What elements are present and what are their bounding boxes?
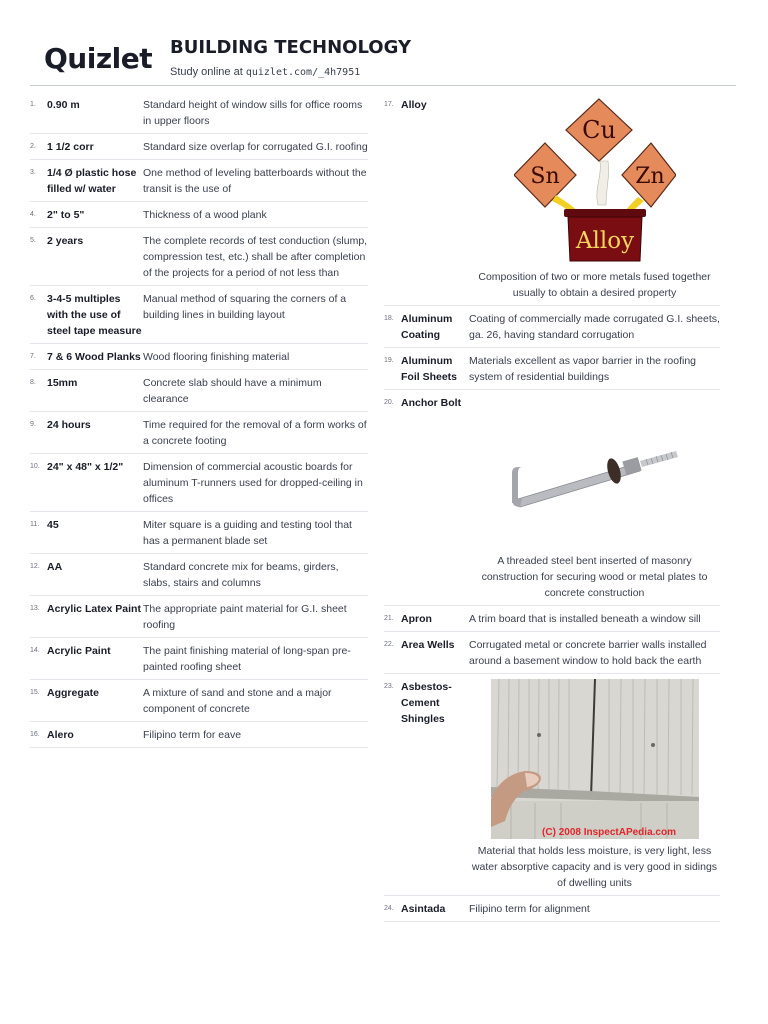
- card-definition: Coating of commercially made corrugated G.I. sheets, ga. 26, having standard corrugation: [469, 313, 720, 341]
- card-number: 19.: [384, 357, 394, 364]
- card-number: 18.: [384, 315, 394, 322]
- card-term: 24" x 48" x 1/2": [47, 461, 124, 473]
- nail-head: [537, 733, 541, 737]
- alloy-label: Alloy: [575, 228, 634, 254]
- flashcard-row: [384, 348, 720, 390]
- card-definition: One method of leveling batterboards without the transit is the use of: [143, 167, 367, 195]
- card-term: 45: [47, 519, 59, 531]
- card-term: 24 hours: [47, 419, 91, 431]
- card-term: 0.90 m: [47, 99, 80, 111]
- card-definition: Miter square is a guiding and testing tool that has a permanent blade set: [143, 519, 352, 547]
- card-term: 2" to 5": [47, 209, 85, 221]
- card-number: 24.: [384, 905, 394, 912]
- study-online-label: Study online at: [170, 66, 243, 78]
- card-term: Acrylic Paint: [47, 645, 111, 657]
- flashcard-row: [30, 344, 368, 370]
- card-term: Acrylic Latex Paint: [47, 603, 141, 615]
- page-title: BUILDING TECHNOLOGY: [170, 37, 412, 58]
- quizlet-logo[interactable]: Quizlet: [44, 42, 153, 75]
- header-divider: [30, 85, 736, 86]
- card-term: Aggregate: [47, 687, 99, 699]
- card-term: AA: [47, 561, 63, 573]
- page-header: [0, 0, 768, 86]
- flashcard-row: [384, 674, 720, 896]
- flashcard-row: [30, 722, 368, 748]
- card-definition: Time required for the removal of a form works of a concrete footing: [143, 419, 367, 447]
- flashcard-row: [30, 134, 368, 160]
- flashcard-row: [30, 228, 368, 286]
- flashcard-row: [30, 412, 368, 454]
- card-definition: A mixture of sand and stone and a major component of concrete: [143, 687, 332, 715]
- card-definition: [469, 395, 720, 601]
- card-definition-text: Composition of two or more metals fused together usually to obtain a desired property: [478, 271, 711, 299]
- anchor-bolt-image: [490, 395, 700, 553]
- card-definition: Standard size overlap for corrugated G.I. roofing: [143, 141, 368, 153]
- tin-label: Sn: [529, 164, 560, 189]
- card-definition: Filipino term for eave: [143, 729, 242, 741]
- study-url-link[interactable]: quizlet.com/_4h7951: [245, 67, 361, 78]
- flashcard-row: [30, 596, 368, 638]
- card-term: 3-4-5 multiples with the use of steel tape measure: [47, 293, 142, 337]
- card-definition: Manual method of squaring the corners of a building lines in building layout: [143, 293, 347, 321]
- card-definition: The paint finishing material of long-span pre-painted roofing sheet: [143, 645, 351, 673]
- card-term: Alloy: [401, 99, 427, 111]
- card-number: 13.: [30, 605, 40, 612]
- card-definition: [469, 679, 720, 891]
- card-term: Asbestos-Cement Shingles: [401, 681, 452, 725]
- flashcard-row: [384, 306, 720, 348]
- flashcard-row: [30, 370, 368, 412]
- card-number: 12.: [30, 563, 40, 570]
- card-definition: Concrete slab should have a minimum clearance: [143, 377, 322, 405]
- zinc-diamond: [622, 143, 676, 207]
- card-definition: Wood flooring finishing material: [143, 351, 290, 363]
- flashcard-row: [384, 606, 720, 632]
- card-definition: [469, 97, 720, 301]
- card-term: Area Wells: [401, 639, 455, 651]
- card-definition: Standard height of window sills for office rooms in upper floors: [143, 99, 363, 127]
- card-number: 16.: [30, 731, 40, 738]
- card-number: 9.: [30, 421, 36, 428]
- flashcard-row: [30, 454, 368, 512]
- card-number: 10.: [30, 463, 40, 470]
- card-definition: The complete records of test conduction (slump, compression test, etc.) shall be after completion of the projects for a period of not less than: [143, 235, 368, 279]
- card-term: 1/4 Ø plastic hose filled w/ water: [47, 167, 137, 195]
- flashcard-row: [30, 92, 368, 134]
- card-number: 8.: [30, 379, 36, 386]
- card-number: 11.: [30, 521, 40, 528]
- card-definition: Dimension of commercial acoustic boards for aluminum T-runners used for dropped-ceiling in offices: [143, 461, 363, 505]
- card-number: 15.: [30, 689, 40, 696]
- card-number: 23.: [384, 683, 394, 690]
- zinc-label: Zn: [634, 164, 665, 189]
- card-number: 14.: [30, 647, 40, 654]
- card-term: 1 1/2 corr: [47, 141, 94, 153]
- card-number: 22.: [384, 641, 394, 648]
- flashcard-row: [30, 680, 368, 722]
- copper-flow: [596, 161, 608, 205]
- card-term: Apron: [401, 613, 432, 625]
- copper-diamond: [566, 99, 632, 161]
- alloy-pot: [564, 209, 646, 261]
- card-definition: Standard concrete mix for beams, girders, slabs, stairs and columns: [143, 561, 339, 589]
- card-definition: The appropriate paint material for G.I. sheet roofing: [143, 603, 347, 631]
- card-definition-text: Material that holds less moisture, is very light, less water absorptive capacity and is very good in sidings of dwelling units: [471, 845, 718, 889]
- card-definition: Filipino term for alignment: [469, 903, 590, 915]
- card-number: 2.: [30, 143, 36, 150]
- card-definition: Materials excellent as vapor barrier in the roofing system of residential buildings: [469, 355, 697, 383]
- card-number: 20.: [384, 399, 394, 406]
- copper-label: Cu: [581, 116, 616, 144]
- card-term: Asintada: [401, 903, 446, 915]
- study-online-line: [170, 66, 360, 78]
- card-term: Anchor Bolt: [401, 397, 462, 409]
- card-term: 2 years: [47, 235, 84, 247]
- flashcard-row: [30, 160, 368, 202]
- flashcard-row: [384, 92, 720, 306]
- alloy-diagram-image: [514, 97, 676, 263]
- card-definition: Thickness of a wood plank: [143, 209, 267, 221]
- card-number: 17.: [384, 101, 394, 108]
- tin-diamond: [514, 143, 576, 207]
- card-number: 7.: [30, 353, 36, 360]
- card-term: Aluminum Foil Sheets: [401, 355, 458, 383]
- flashcard-row: [384, 896, 720, 922]
- card-number: 1.: [30, 101, 36, 108]
- card-number: 6.: [30, 295, 36, 302]
- card-term: Aluminum Coating: [401, 313, 453, 341]
- card-term: 15mm: [47, 377, 78, 389]
- flashcard-row: [30, 202, 368, 228]
- flashcard-row: [30, 554, 368, 596]
- card-number: 5.: [30, 237, 36, 244]
- card-definition: Corrugated metal or concrete barrier walls installed around a basement window to hold back the earth: [469, 639, 707, 667]
- card-number: 21.: [384, 615, 394, 622]
- bolt-shape: [512, 451, 678, 507]
- card-term: 7 & 6 Wood Planks: [47, 351, 141, 363]
- right-card-column: [384, 92, 720, 922]
- flashcard-row: [384, 632, 720, 674]
- flashcard-row: [30, 512, 368, 554]
- flashcard-row: [30, 286, 368, 344]
- card-definition-text: A threaded steel bent inserted of masonry construction for securing wood or metal plates to concrete construction: [481, 555, 708, 599]
- card-number: 4.: [30, 211, 36, 218]
- shingles-photo: [491, 679, 699, 839]
- flashcard-row: [384, 390, 720, 606]
- flashcard-row: [30, 638, 368, 680]
- left-card-column: [30, 92, 368, 748]
- card-term: Alero: [47, 729, 74, 741]
- photo-watermark: (C) 2008 InspectAPedia.com: [541, 827, 676, 838]
- card-number: 3.: [30, 169, 36, 176]
- card-definition: A trim board that is installed beneath a window sill: [469, 613, 701, 625]
